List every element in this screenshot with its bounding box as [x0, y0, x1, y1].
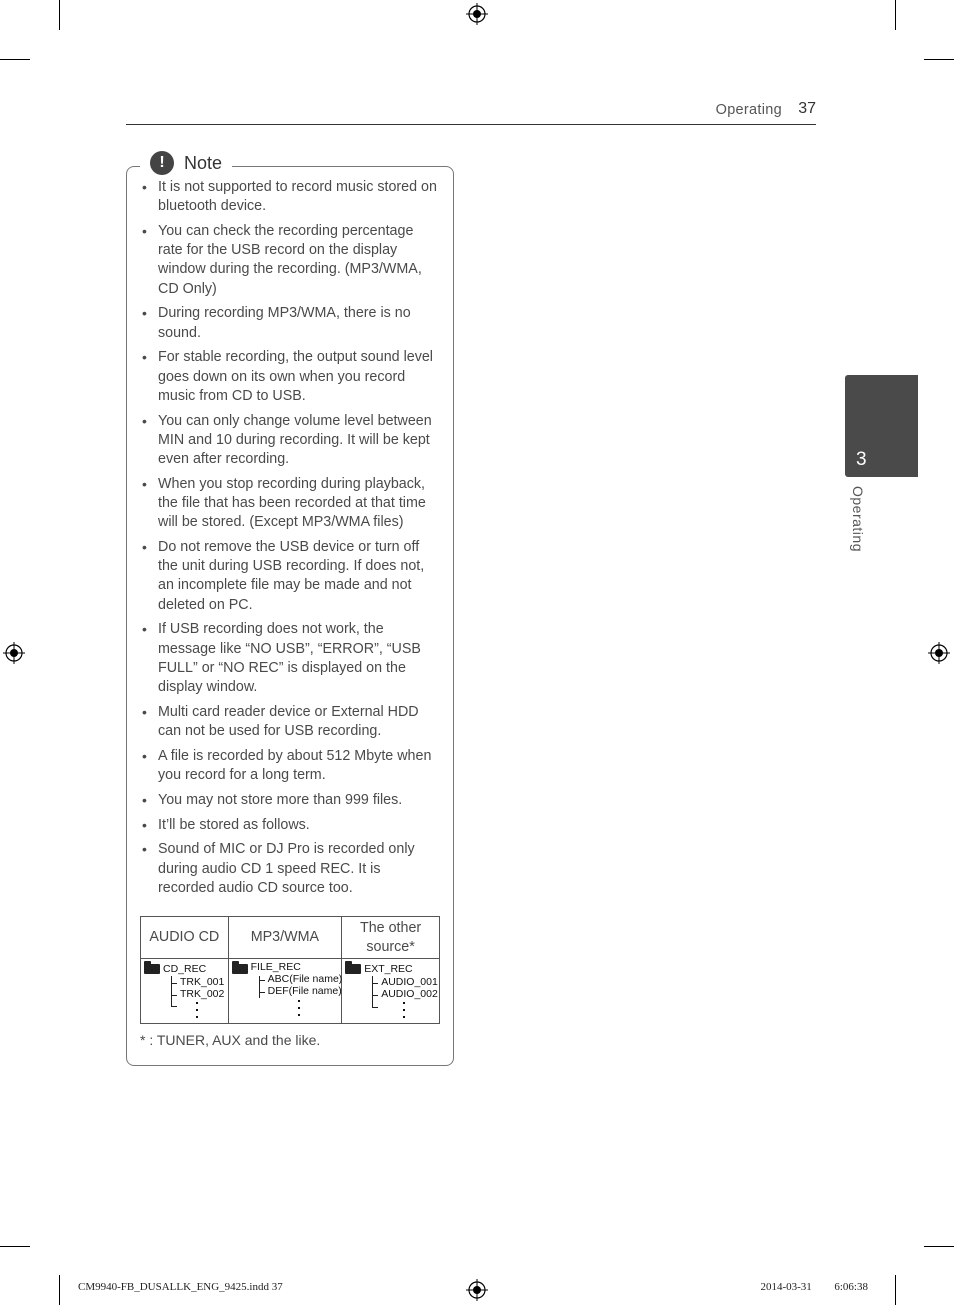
list-item: • It is not supported to record music stored on bluetooth device. [140, 178, 440, 216]
tree-line [171, 1006, 177, 1007]
tree-line [259, 980, 265, 981]
ellipsis-dot [403, 1002, 405, 1004]
table-header-cell: AUDIO CD [141, 917, 229, 959]
folder-icon [232, 964, 248, 974]
recording-folder-table [140, 916, 440, 1024]
registration-mark-icon [928, 642, 950, 664]
table-header-cell: The other source* [342, 917, 440, 959]
ellipsis-dot [196, 1009, 198, 1011]
tree-line [171, 995, 177, 996]
folder-tree-cell [342, 959, 440, 1024]
list-item: • Sound of MIC or DJ Pro is recorded only during audio CD 1 speed REC. It is recorded audio CD source too. [140, 840, 440, 898]
folder-name: EXT_REC [364, 963, 413, 975]
ellipsis-dot [298, 1000, 300, 1002]
crop-mark [0, 59, 30, 60]
registration-mark-icon [466, 1279, 488, 1301]
file-name: DEF(File name) [267, 985, 342, 997]
list-item: • You may not store more than 999 files. [140, 791, 440, 810]
exclamation-icon: ! [150, 151, 174, 175]
file-name: TRK_002 [180, 988, 225, 1000]
ellipsis-dot [403, 1009, 405, 1011]
crop-mark [59, 1275, 60, 1305]
file-name: TRK_001 [180, 976, 225, 988]
list-item: • You can check the recording percentage rate for the USB record on the display window during the recording. (MP3/WMA, CD Only) [140, 222, 440, 299]
folder-icon [345, 964, 361, 974]
folder-icon [144, 964, 160, 974]
crop-mark [924, 59, 954, 60]
section-name: Operating [715, 102, 782, 118]
page-header [126, 100, 816, 124]
crop-mark [895, 1275, 896, 1305]
crop-mark [59, 0, 60, 30]
file-name: ABC(File name) [267, 973, 343, 985]
header-rule [126, 124, 816, 125]
list-item: • Multi card reader device or External HDD can not be used for USB recording. [140, 703, 440, 741]
tree-line [171, 976, 172, 1006]
tree-line [259, 992, 265, 993]
tree-line [372, 1007, 378, 1008]
print-slug-filename: CM9940-FB_DUSALLK_ENG_9425.indd 37 [78, 1281, 283, 1293]
folder-name: CD_REC [163, 963, 207, 975]
ellipsis-dot [196, 1016, 198, 1018]
list-item: • For stable recording, the output sound level goes down on its own when you record music from CD to USB. [140, 348, 440, 406]
ellipsis-dot [298, 1007, 300, 1009]
chapter-tab [845, 375, 918, 477]
tree-line [372, 983, 378, 984]
chapter-label: Operating [850, 486, 866, 552]
table-footnote: * : TUNER, AUX and the like. [140, 1032, 321, 1048]
table-header-cell: MP3/WMA [228, 917, 342, 959]
folder-name: FILE_REC [250, 961, 301, 973]
ellipsis-dot [196, 1002, 198, 1004]
note-title: Note [184, 152, 223, 173]
tree-line [171, 983, 177, 984]
list-item: • If USB recording does not work, the message like “NO USB”, “ERROR”, “USB FULL” or “NO REC” is displayed on the display window. [140, 620, 440, 697]
note-list [140, 178, 440, 904]
ellipsis-dot [403, 1016, 405, 1018]
tree-line [372, 976, 373, 1008]
folder-tree-cell [228, 959, 342, 1024]
ellipsis-dot [298, 1014, 300, 1016]
crop-mark [924, 1246, 954, 1247]
crop-mark [895, 0, 896, 30]
page-number: 37 [798, 100, 816, 117]
list-item: • A file is recorded by about 512 Mbyte when you record for a long term. [140, 747, 440, 785]
print-slug-timestamp: 2014-03-31 ￿￿ 6:06:38 [760, 1281, 868, 1293]
list-item: • You can only change volume level between MIN and 10 during recording. It will be kept even after recording. [140, 412, 440, 470]
tree-line [372, 995, 378, 996]
folder-tree-cell [141, 959, 229, 1024]
note-heading [140, 150, 232, 176]
file-name: AUDIO_001 [381, 976, 438, 988]
registration-mark-icon [466, 3, 488, 25]
list-item: • During recording MP3/WMA, there is no sound. [140, 304, 440, 342]
list-item: • When you stop recording during playback, the file that has been recorded at that time will be stored. (Except MP3/WMA files) [140, 475, 440, 533]
crop-mark [0, 1246, 30, 1247]
list-item: • It’ll be stored as follows. [140, 816, 440, 835]
chapter-number: 3 [856, 449, 867, 470]
registration-mark-icon [3, 642, 25, 664]
list-item: • Do not remove the USB device or turn off the unit during USB recording. If does not, an incomplete file may be made and not deleted on PC. [140, 538, 440, 615]
file-name: AUDIO_002 [381, 988, 438, 1000]
